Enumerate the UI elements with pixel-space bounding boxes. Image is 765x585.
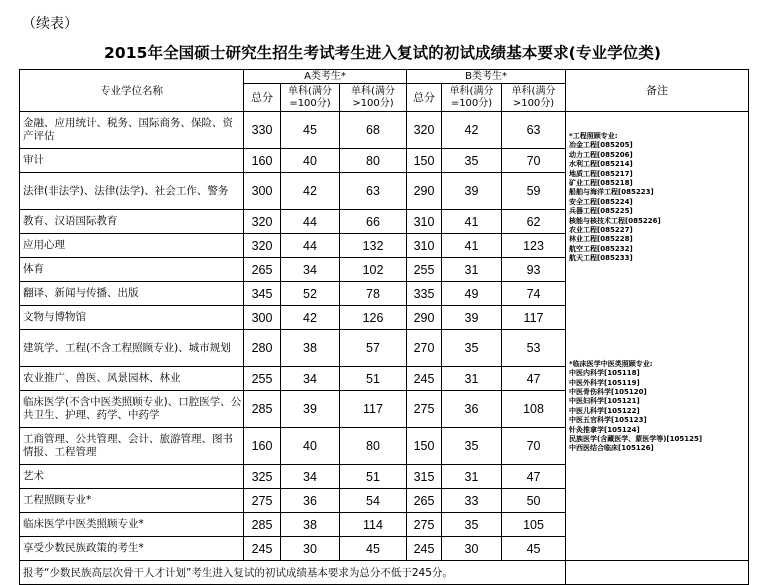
a-single-gt100: 102 [340, 258, 407, 282]
b-total: 270 [407, 330, 442, 367]
a-single-gt100: 63 [340, 173, 407, 210]
b-total: 315 [407, 465, 442, 489]
a-single-gt100: 54 [340, 489, 407, 513]
a-single-100: 39 [281, 391, 340, 428]
b-single-gt100: 108 [502, 391, 566, 428]
remark-line: 中医外科学[105119] [569, 378, 640, 387]
header-a-single-gt100: 单科(满分>100分) [340, 84, 407, 112]
a-total: 160 [244, 428, 281, 465]
a-total: 300 [244, 306, 281, 330]
remark-line: 农业工程[085227] [569, 226, 633, 235]
b-single-100: 49 [442, 282, 502, 306]
remark-line: 航空工程[085232] [569, 244, 633, 253]
b-single-100: 31 [442, 465, 502, 489]
a-total: 330 [244, 112, 281, 149]
a-single-gt100: 80 [340, 149, 407, 173]
remark-line: 安全工程[085224] [569, 197, 633, 206]
a-total: 160 [244, 149, 281, 173]
b-single-gt100: 47 [502, 367, 566, 391]
degree-name: 临床医学中医类照顾专业* [20, 513, 244, 537]
a-single-100: 44 [281, 234, 340, 258]
a-total: 300 [244, 173, 281, 210]
remark-line: 船舶与海洋工程[085223] [569, 188, 654, 197]
b-single-gt100: 123 [502, 234, 566, 258]
remark-line: 矿业工程[085218] [569, 179, 633, 188]
b-single-100: 42 [442, 112, 502, 149]
header-b-single-100: 单科(满分=100分) [442, 84, 502, 112]
a-single-100: 38 [281, 513, 340, 537]
a-total: 320 [244, 234, 281, 258]
degree-name: 工商管理、公共管理、会计、旅游管理、图书情报、工程管理 [20, 428, 244, 465]
remark-line: 中医内科学[105118] [569, 369, 640, 378]
remark-line: 航天工程[085233] [569, 254, 633, 263]
remark-line: 中医儿科学[105122] [569, 406, 640, 415]
a-total: 285 [244, 391, 281, 428]
b-total: 320 [407, 112, 442, 149]
a-total: 320 [244, 210, 281, 234]
remark-line: 民族医学(含藏医学、蒙医学等)[105125] [569, 434, 703, 443]
footnote-remarks-empty [566, 561, 749, 585]
b-single-100: 33 [442, 489, 502, 513]
remark-line: 核能与核技术工程[085226] [569, 216, 661, 225]
remark-line: 中西医结合临床[105126] [569, 444, 654, 453]
a-single-100: 34 [281, 367, 340, 391]
degree-name: 临床医学(不含中医类照顾专业)、口腔医学、公共卫生、护理、药学、中药学 [20, 391, 244, 428]
b-single-gt100: 50 [502, 489, 566, 513]
degree-name: 体育 [20, 258, 244, 282]
degree-name: 农业推广、兽医、风景园林、林业 [20, 367, 244, 391]
b-total: 150 [407, 149, 442, 173]
a-single-100: 44 [281, 210, 340, 234]
a-single-100: 40 [281, 149, 340, 173]
b-total: 150 [407, 428, 442, 465]
b-total: 275 [407, 391, 442, 428]
b-single-100: 30 [442, 537, 502, 561]
b-single-gt100: 93 [502, 258, 566, 282]
remark-line: 水利工程[085214] [569, 160, 633, 169]
remark-line: 中医五官科学[105123] [569, 416, 647, 425]
b-single-100: 31 [442, 367, 502, 391]
b-single-gt100: 53 [502, 330, 566, 367]
b-single-gt100: 45 [502, 537, 566, 561]
a-single-100: 34 [281, 258, 340, 282]
b-single-gt100: 59 [502, 173, 566, 210]
score-table [19, 69, 749, 585]
b-total: 245 [407, 367, 442, 391]
header-remarks: 备注 [566, 70, 749, 112]
a-single-gt100: 45 [340, 537, 407, 561]
remark-line: *工程照顾专业: [569, 132, 618, 140]
a-single-gt100: 114 [340, 513, 407, 537]
a-single-gt100: 57 [340, 330, 407, 367]
a-total: 275 [244, 489, 281, 513]
a-single-100: 45 [281, 112, 340, 149]
b-single-gt100: 70 [502, 428, 566, 465]
degree-name: 翻译、新闻与传播、出版 [20, 282, 244, 306]
a-total: 345 [244, 282, 281, 306]
b-single-gt100: 63 [502, 112, 566, 149]
b-single-100: 41 [442, 210, 502, 234]
continued-label: （续表） [22, 16, 78, 32]
a-single-100: 40 [281, 428, 340, 465]
header-a-single-100: 单科(满分=100分) [281, 84, 340, 112]
degree-name: 建筑学、工程(不含工程照顾专业)、城市规划 [20, 330, 244, 367]
remarks-cell [566, 112, 749, 561]
a-single-100: 42 [281, 173, 340, 210]
degree-name: 教育、汉语国际教育 [20, 210, 244, 234]
b-total: 255 [407, 258, 442, 282]
a-single-gt100: 132 [340, 234, 407, 258]
b-total: 310 [407, 210, 442, 234]
remarks-tcm-list [569, 360, 748, 454]
b-single-100: 31 [442, 258, 502, 282]
degree-name: 法律(非法学)、法律(法学)、社会工作、警务 [20, 173, 244, 210]
remark-line: 中医骨伤科学[105120] [569, 387, 647, 396]
b-total: 290 [407, 306, 442, 330]
b-single-100: 39 [442, 306, 502, 330]
b-single-gt100: 62 [502, 210, 566, 234]
header-b-single-gt100: 单科(满分>100分) [502, 84, 566, 112]
a-total: 245 [244, 537, 281, 561]
a-single-100: 34 [281, 465, 340, 489]
degree-name: 工程照顾专业* [20, 489, 244, 513]
b-single-100: 41 [442, 234, 502, 258]
degree-name: 金融、应用统计、税务、国际商务、保险、资产评估 [20, 112, 244, 149]
a-single-gt100: 80 [340, 428, 407, 465]
b-total: 335 [407, 282, 442, 306]
b-single-gt100: 117 [502, 306, 566, 330]
b-total: 265 [407, 489, 442, 513]
a-single-gt100: 68 [340, 112, 407, 149]
a-total: 265 [244, 258, 281, 282]
remark-line: 针灸推拿学[105124] [569, 425, 640, 434]
a-single-gt100: 117 [340, 391, 407, 428]
degree-name: 应用心理 [20, 234, 244, 258]
b-total: 310 [407, 234, 442, 258]
a-single-gt100: 51 [340, 465, 407, 489]
a-single-gt100: 126 [340, 306, 407, 330]
b-total: 290 [407, 173, 442, 210]
a-total: 285 [244, 513, 281, 537]
degree-name: 文物与博物馆 [20, 306, 244, 330]
header-group-b: B类考生* [407, 70, 566, 84]
table-row [20, 112, 749, 149]
a-single-gt100: 51 [340, 367, 407, 391]
header-name: 专业学位名称 [20, 70, 244, 112]
header-b-total: 总分 [407, 84, 442, 112]
b-total: 275 [407, 513, 442, 537]
b-single-gt100: 47 [502, 465, 566, 489]
degree-name: 审计 [20, 149, 244, 173]
a-single-gt100: 66 [340, 210, 407, 234]
b-single-gt100: 74 [502, 282, 566, 306]
remark-line: 地质工程[085217] [569, 169, 633, 178]
b-single-100: 35 [442, 428, 502, 465]
remark-line: 冶金工程[085205] [569, 141, 633, 150]
remark-line: 兵器工程[085225] [569, 207, 633, 216]
a-total: 280 [244, 330, 281, 367]
header-a-total: 总分 [244, 84, 281, 112]
b-single-gt100: 105 [502, 513, 566, 537]
page-title: 2015年全国硕士研究生招生考试考生进入复试的初试成绩基本要求(专业学位类) [103, 44, 662, 62]
degree-name: 享受少数民族政策的考生* [20, 537, 244, 561]
remark-line: 动力工程[085206] [569, 150, 633, 159]
a-single-gt100: 78 [340, 282, 407, 306]
b-total: 245 [407, 537, 442, 561]
remark-line: 中医妇科学[105121] [569, 397, 640, 406]
a-single-100: 30 [281, 537, 340, 561]
b-single-100: 35 [442, 149, 502, 173]
a-single-100: 52 [281, 282, 340, 306]
remark-line: *临床医学中医类照顾专业: [569, 359, 653, 368]
a-single-100: 42 [281, 306, 340, 330]
remarks-engineering-list [569, 132, 748, 264]
a-total: 325 [244, 465, 281, 489]
a-single-100: 36 [281, 489, 340, 513]
remark-line: 林业工程[085228] [569, 235, 633, 244]
b-single-100: 35 [442, 513, 502, 537]
degree-name: 艺术 [20, 465, 244, 489]
b-single-100: 36 [442, 391, 502, 428]
a-total: 255 [244, 367, 281, 391]
footnote: 报考“少数民族高层次骨干人才计划”考生进入复试的初试成绩基本要求为总分不低于245分。 [20, 561, 566, 585]
a-single-100: 38 [281, 330, 340, 367]
b-single-gt100: 70 [502, 149, 566, 173]
footnote-row [20, 561, 749, 585]
header-group-a: A类考生* [244, 70, 407, 84]
b-single-100: 39 [442, 173, 502, 210]
b-single-100: 35 [442, 330, 502, 367]
